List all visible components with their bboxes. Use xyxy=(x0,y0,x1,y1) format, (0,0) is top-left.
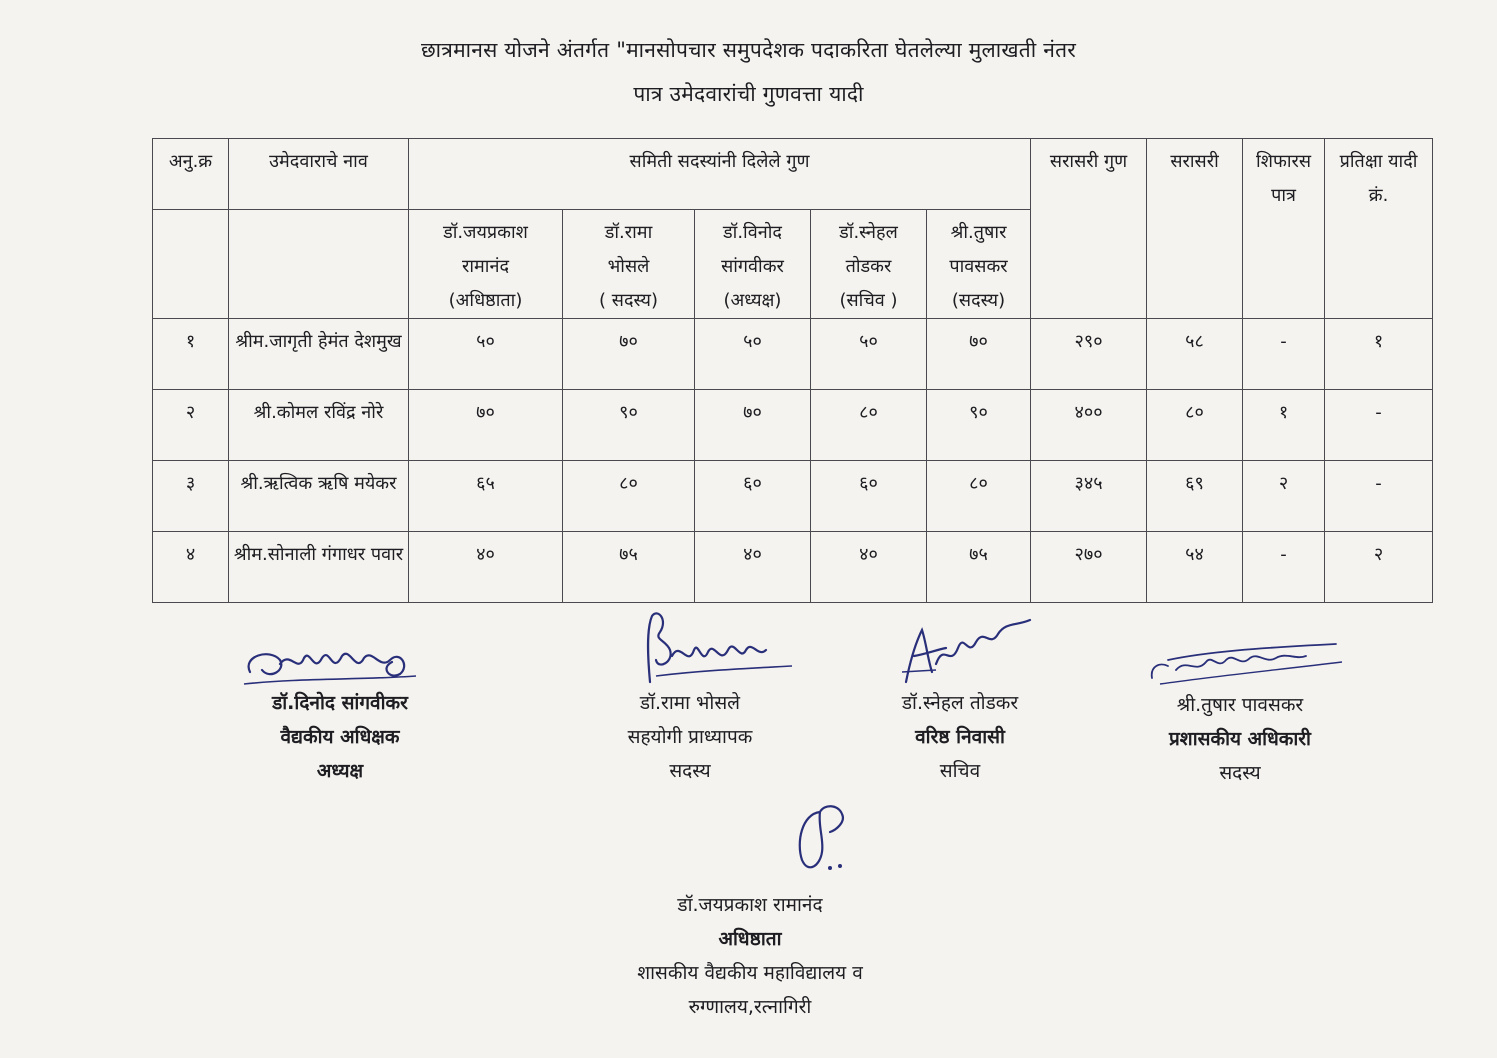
header-recommendation: शिफारस पात्र xyxy=(1243,139,1325,319)
dean-name: डॉ.जयप्रकाश रामानंद xyxy=(677,894,823,916)
member-header: श्री.तुषार पावसकर (सदस्य) xyxy=(927,210,1031,319)
member-header: डॉ.रामा भोसले ( सदस्य) xyxy=(563,210,695,319)
cell-mark: ५० xyxy=(409,319,563,390)
cell-recommendation: - xyxy=(1243,532,1325,603)
signatory-role: सदस्य xyxy=(669,760,711,782)
cell-mark: ८० xyxy=(811,390,927,461)
table-row xyxy=(153,532,1433,603)
table-row xyxy=(153,319,1433,390)
signatory-role: अध्यक्ष xyxy=(316,760,364,782)
cell-mark: ८० xyxy=(563,461,695,532)
header-candidate-name: उमेदवाराचे नाव xyxy=(229,139,409,210)
signatory-name: डॉ.स्नेहल तोडकर xyxy=(901,692,1019,714)
signatory-role: सदस्य xyxy=(1219,762,1261,784)
cell-total: २९० xyxy=(1031,319,1147,390)
cell-total: २७० xyxy=(1031,532,1147,603)
cell-mark: ७० xyxy=(695,390,811,461)
cell-serial: २ xyxy=(153,390,229,461)
header-blank xyxy=(153,210,229,319)
cell-total: ३४५ xyxy=(1031,461,1147,532)
handwritten-signature-icon xyxy=(1146,640,1346,690)
cell-serial: १ xyxy=(153,319,229,390)
signatory-admin-officer xyxy=(1110,688,1370,790)
cell-mark: ७० xyxy=(927,319,1031,390)
table-row xyxy=(153,461,1433,532)
signatory-role: सचिव xyxy=(939,760,981,782)
signatory-title: वैद्यकीय अधिक्षक xyxy=(280,726,400,748)
signatory-title: सहयोगी प्राध्यापक xyxy=(627,726,753,748)
signatory-title: वरिष्ठ निवासी xyxy=(915,726,1005,748)
merit-list-table xyxy=(152,138,1433,603)
cell-mark: ७५ xyxy=(563,532,695,603)
cell-mark: ८० xyxy=(927,461,1031,532)
cell-mark: ५० xyxy=(695,319,811,390)
cell-serial: ४ xyxy=(153,532,229,603)
cell-mark: ९० xyxy=(927,390,1031,461)
cell-mark: ७५ xyxy=(927,532,1031,603)
cell-average: ५४ xyxy=(1147,532,1243,603)
table-row xyxy=(153,390,1433,461)
document-heading-line1: छात्रमानस योजने अंतर्गत "मानसोपचार समुपदेशक पदाकरिता घेतलेल्या मुलाखती नंतर xyxy=(420,38,1077,62)
member-header: डॉ.स्नेहल तोडकर (सचिव ) xyxy=(811,210,927,319)
handwritten-signature-icon xyxy=(896,612,1036,692)
cell-serial: ३ xyxy=(153,461,229,532)
cell-average: ५८ xyxy=(1147,319,1243,390)
header-serial: अनु.क्र xyxy=(153,139,229,210)
institution-line1: शासकीय वैद्यकीय महाविद्यालय व xyxy=(637,962,863,984)
cell-total: ४०० xyxy=(1031,390,1147,461)
handwritten-signature-icon xyxy=(790,802,860,882)
cell-average: ८० xyxy=(1147,390,1243,461)
cell-candidate-name: श्री.कोमल रविंद्र नोरे xyxy=(229,390,409,461)
cell-candidate-name: श्रीम.जागृती हेमंत देशमुख xyxy=(229,319,409,390)
cell-recommendation: २ xyxy=(1243,461,1325,532)
cell-average: ६९ xyxy=(1147,461,1243,532)
header-committee-marks: समिती सदस्यांनी दिलेले गुण xyxy=(409,139,1031,210)
document-heading-line2: पात्र उमेदवारांची गुणवत्ता यादी xyxy=(633,82,864,106)
cell-waitlist: - xyxy=(1325,461,1433,532)
cell-candidate-name: श्री.ऋत्विक ऋषि मयेकर xyxy=(229,461,409,532)
signatory-title: प्रशासकीय अधिकारी xyxy=(1169,728,1311,750)
cell-mark: ६५ xyxy=(409,461,563,532)
header-waitlist: प्रतिक्षा यादी क्रं. xyxy=(1325,139,1433,319)
cell-waitlist: - xyxy=(1325,390,1433,461)
cell-mark: ९० xyxy=(563,390,695,461)
cell-mark: ४० xyxy=(695,532,811,603)
cell-waitlist: १ xyxy=(1325,319,1433,390)
header-average: सरासरी xyxy=(1147,139,1243,319)
cell-mark: ६० xyxy=(695,461,811,532)
cell-mark: ५० xyxy=(811,319,927,390)
cell-mark: ४० xyxy=(409,532,563,603)
handwritten-signature-icon xyxy=(636,610,796,690)
cell-recommendation: - xyxy=(1243,319,1325,390)
dean-title: अधिष्ठाता xyxy=(718,928,782,950)
signatory-member xyxy=(560,686,820,788)
signatory-chairman xyxy=(210,686,470,788)
cell-mark: ६० xyxy=(811,461,927,532)
cell-mark: ४० xyxy=(811,532,927,603)
header-total: सरासरी गुण xyxy=(1031,139,1147,319)
cell-mark: ७० xyxy=(563,319,695,390)
member-header: डॉ.जयप्रकाश रामानंद (अधिष्ठाता) xyxy=(409,210,563,319)
member-header: डॉ.विनोद सांगवीकर (अध्यक्ष) xyxy=(695,210,811,319)
header-blank xyxy=(229,210,409,319)
signatory-name: श्री.तुषार पावसकर xyxy=(1176,694,1304,716)
signatory-name: डॉ.दिनोद सांगवीकर xyxy=(272,692,408,714)
cell-candidate-name: श्रीम.सोनाली गंगाधर पवार xyxy=(229,532,409,603)
signatory-secretary xyxy=(830,686,1090,788)
cell-waitlist: २ xyxy=(1325,532,1433,603)
cell-recommendation: १ xyxy=(1243,390,1325,461)
signatory-dean xyxy=(600,888,900,1024)
institution-line2: रुग्णालय,रत्नागिरी xyxy=(688,996,812,1018)
handwritten-signature-icon xyxy=(240,640,420,690)
cell-mark: ७० xyxy=(409,390,563,461)
signatory-name: डॉ.रामा भोसले xyxy=(639,692,741,714)
